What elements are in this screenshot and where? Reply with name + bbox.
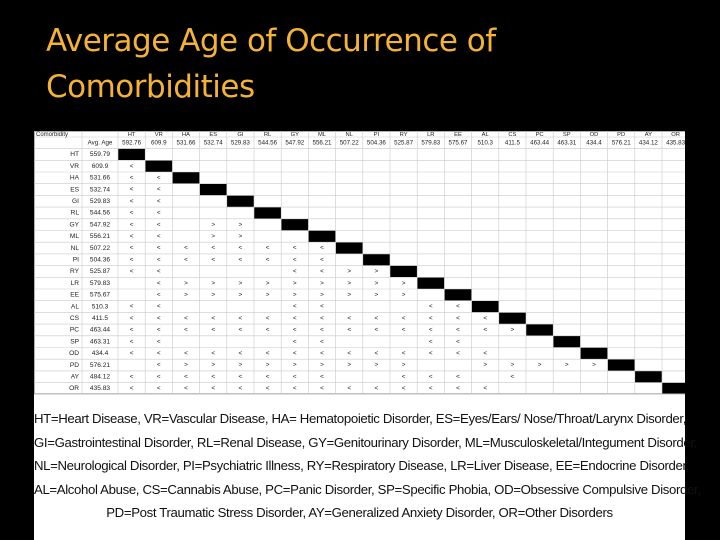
comparison-mark: < — [320, 244, 324, 252]
column-avg-age: 529.83 — [230, 139, 250, 147]
column-avg-age: 609.9 — [151, 139, 167, 147]
diagonal-cell — [499, 312, 526, 324]
column-header: NL — [345, 132, 353, 139]
comparison-mark: < — [320, 385, 324, 393]
comparison-mark: < — [265, 244, 270, 252]
row-avg-age: 411.5 — [91, 315, 109, 322]
comparison-mark: < — [211, 244, 216, 252]
comparison-mark: > — [510, 361, 515, 369]
comparison-mark: < — [292, 326, 297, 334]
comparison-mark: < — [483, 314, 488, 322]
comparison-mark: < — [129, 350, 134, 358]
diagonal-cell — [200, 184, 227, 196]
row-avg-age: 529.83 — [89, 198, 111, 205]
column-avg-age: 463.31 — [557, 139, 577, 147]
row-avg-age: 434.4 — [91, 350, 109, 358]
comparison-mark: > — [537, 361, 542, 369]
comparison-mark: < — [211, 256, 216, 264]
comparison-mark: < — [238, 244, 243, 252]
column-header: LR — [427, 132, 435, 139]
comparison-mark: < — [320, 373, 324, 381]
comparison-mark: < — [156, 221, 161, 229]
comparison-mark: > — [211, 233, 216, 241]
column-avg-age: 504.36 — [366, 139, 386, 147]
comparison-mark: < — [347, 350, 352, 358]
diagonal-cell — [308, 231, 335, 243]
column-header: ML — [317, 132, 327, 139]
column-avg-age: 434.4 — [586, 139, 602, 147]
comparison-mark: < — [211, 314, 216, 322]
row-avg-age: 609.9 — [91, 162, 109, 170]
row-label: EE — [70, 291, 79, 299]
diagonal-cell — [417, 277, 444, 289]
comparison-mark: < — [347, 385, 352, 393]
row-avg-age: 532.74 — [89, 186, 111, 194]
comparison-mark: < — [374, 326, 379, 334]
comparison-mark: > — [265, 291, 270, 299]
comparison-mark: > — [292, 361, 297, 369]
comparison-mark: < — [184, 244, 188, 252]
comparison-mark: > — [238, 279, 243, 287]
comparison-mark: < — [401, 326, 406, 334]
comparison-mark: < — [238, 350, 243, 358]
comparison-mark: < — [320, 256, 324, 264]
column-avg-age: 463.44 — [530, 139, 550, 147]
row-label: PC — [69, 326, 79, 334]
row-avg-age: 579.83 — [89, 279, 111, 287]
comparison-mark: < — [401, 385, 406, 393]
column-header: RY — [399, 132, 408, 139]
comparison-mark: < — [374, 314, 379, 322]
comparison-mark: < — [129, 268, 134, 276]
comparison-mark: < — [428, 350, 433, 358]
comparison-mark: > — [401, 291, 406, 299]
comparison-mark: < — [156, 268, 161, 276]
comparison-mark: < — [184, 256, 188, 264]
comparison-mark: > — [347, 279, 352, 287]
diagonal-cell — [553, 336, 580, 348]
comparison-mark: > — [211, 221, 216, 229]
comparison-mark: > — [401, 279, 406, 287]
column-header: HT — [127, 132, 136, 139]
column-header: AL — [481, 132, 489, 139]
comparison-mark: < — [129, 209, 134, 217]
comparison-mark: < — [184, 314, 188, 322]
comparison-mark: < — [483, 326, 488, 334]
comparison-mark: < — [428, 326, 433, 334]
column-header: OD — [589, 132, 599, 139]
comparison-mark: < — [129, 174, 134, 182]
comparison-mark: < — [156, 314, 161, 322]
comparison-mark: > — [320, 291, 324, 299]
comparison-mark: > — [292, 279, 297, 287]
comparison-mark: < — [401, 350, 406, 358]
comparison-mark: < — [347, 326, 352, 334]
comparison-mark: < — [129, 373, 134, 381]
comparison-mark: < — [428, 385, 433, 393]
column-header: PC — [535, 132, 544, 139]
column-header: SP — [562, 132, 571, 139]
column-avg-age: 579.83 — [421, 139, 441, 147]
comparison-mark: > — [510, 326, 515, 334]
comparison-mark: < — [129, 244, 134, 252]
column-avg-age: 525.87 — [394, 139, 414, 147]
column-header: PD — [617, 132, 626, 139]
comparison-mark: > — [374, 279, 379, 287]
column-avg-age: 575.67 — [448, 139, 468, 147]
comparison-mark: < — [292, 256, 297, 264]
comparison-mark: < — [184, 373, 188, 381]
column-avg-age: 411.5 — [504, 139, 520, 147]
comparison-mark: < — [129, 256, 134, 264]
column-avg-age: 510.3 — [477, 139, 493, 147]
comparison-mark: < — [156, 233, 161, 241]
slide-title — [46, 18, 686, 110]
comorbidity-age-matrix — [34, 131, 685, 397]
row-label: OR — [69, 385, 79, 393]
comparison-mark: < — [156, 279, 161, 287]
row-label: SP — [70, 338, 79, 346]
comparison-mark: < — [374, 385, 379, 393]
comparison-mark: < — [156, 209, 161, 217]
diagonal-cell — [254, 207, 281, 219]
row-label: HA — [69, 174, 79, 182]
comparison-mark: < — [156, 338, 161, 346]
comparison-mark: > — [238, 291, 243, 299]
row-label: AY — [70, 373, 79, 381]
comparison-mark: < — [129, 233, 134, 241]
comparison-mark: < — [156, 186, 161, 194]
diagonal-cell — [472, 301, 499, 313]
comparison-mark: < — [292, 244, 297, 252]
column-header: ES — [209, 132, 218, 139]
comparison-mark: < — [129, 326, 134, 334]
row-avg-age: 463.44 — [89, 326, 111, 334]
comparison-mark: < — [265, 385, 270, 393]
row-label: ES — [70, 186, 79, 194]
legend-line-1: HT=Heart Disease, VR=Vascular Disease, HA= Hematopoietic Disorder, ES=Eyes/Ears/ Nose/Throat/Larynx Disorder, — [34, 411, 687, 426]
row-label: AL — [70, 303, 79, 311]
comparison-mark: < — [238, 373, 243, 381]
row-label: PI — [72, 256, 79, 264]
comparison-mark: < — [129, 197, 134, 205]
comparison-mark: > — [320, 279, 324, 287]
comparison-mark: < — [265, 373, 270, 381]
column-header: AY — [644, 132, 653, 139]
comparison-mark: < — [510, 373, 515, 381]
column-avg-age: 592.76 — [122, 139, 142, 147]
row-label: GI — [72, 198, 79, 205]
comparison-mark: < — [156, 256, 161, 264]
row-label: RY — [69, 268, 79, 276]
comparison-mark: > — [347, 361, 352, 369]
comparison-mark: < — [156, 174, 161, 182]
comparison-mark: < — [320, 314, 324, 322]
row-label: VR — [69, 162, 79, 170]
comparison-mark: < — [320, 338, 324, 346]
column-avg-age: 434.12 — [638, 139, 658, 147]
comparison-mark: < — [156, 197, 161, 205]
column-header: PI — [373, 132, 380, 139]
diagonal-cell — [608, 359, 635, 371]
comparison-mark: < — [184, 350, 188, 358]
row-label: CS — [69, 315, 79, 322]
diagonal-cell — [172, 172, 199, 184]
comparison-mark: < — [292, 314, 297, 322]
slide-title-line-2: Comorbidities — [46, 69, 255, 105]
comparison-mark: < — [238, 314, 243, 322]
comparison-mark: < — [129, 314, 134, 322]
comparison-mark: < — [156, 385, 161, 393]
comparison-mark: < — [211, 385, 216, 393]
comparison-mark: < — [456, 326, 460, 334]
comparison-mark: < — [401, 373, 406, 381]
comparison-mark: < — [211, 350, 216, 358]
comparison-mark: < — [129, 303, 134, 311]
diagonal-cell — [145, 160, 172, 172]
column-header: CS — [508, 132, 517, 139]
column-avg-age: 544.56 — [258, 139, 278, 147]
comparison-mark: > — [292, 291, 297, 299]
comparison-mark: < — [374, 350, 379, 358]
comparison-mark: < — [401, 314, 406, 322]
comparison-mark: < — [184, 385, 188, 393]
column-header: OR — [671, 132, 680, 139]
comparison-mark: > — [347, 291, 352, 299]
avg-age-header: Avg. Age — [87, 139, 113, 147]
comparison-mark: < — [265, 256, 270, 264]
diagonal-cell — [635, 371, 662, 383]
comparison-mark: < — [292, 303, 297, 311]
column-avg-age: 435.83 — [666, 139, 685, 147]
comparison-mark: < — [483, 350, 488, 358]
row-avg-age: 556.21 — [89, 233, 111, 241]
diagonal-cell — [444, 289, 471, 301]
comparison-mark: < — [129, 338, 134, 346]
comparison-mark: < — [456, 303, 460, 311]
comparison-mark: < — [156, 361, 161, 369]
comparison-mark: > — [320, 361, 324, 369]
column-header: RL — [263, 132, 272, 139]
row-label: GY — [69, 221, 79, 229]
comparison-mark: < — [156, 326, 161, 334]
row-avg-age: 576.21 — [89, 361, 111, 369]
column-header: EE — [454, 132, 462, 139]
comparison-mark: < — [129, 385, 134, 393]
comparison-mark: < — [129, 186, 134, 194]
comparison-mark: < — [129, 221, 134, 229]
comparison-mark: > — [211, 291, 216, 299]
comparison-mark: < — [428, 338, 433, 346]
legend-line-3: NL=Neurological Disorder, PI=Psychiatric Illness, RY=Respiratory Disease, LR=Liver Disease, EE=Endocrine Disorder, — [34, 458, 690, 474]
diagonal-cell — [390, 266, 417, 278]
row-avg-age: 525.87 — [89, 268, 111, 276]
row-label: LR — [70, 279, 79, 287]
row-label: HT — [70, 151, 79, 159]
column-avg-age: 547.92 — [285, 139, 305, 147]
comparison-mark: < — [129, 162, 134, 170]
comparison-mark: < — [428, 373, 433, 381]
comparison-mark: < — [292, 338, 297, 346]
comparison-mark: > — [592, 361, 596, 369]
comparison-mark: < — [184, 326, 188, 334]
row-avg-age: 507.22 — [89, 244, 111, 252]
row-avg-age: 531.66 — [89, 174, 111, 182]
diagonal-cell — [281, 219, 308, 231]
diagonal-cell — [227, 195, 254, 207]
corner-label: Comorbidity — [36, 132, 69, 139]
comparison-mark: < — [156, 373, 161, 381]
column-header: GY — [290, 132, 299, 139]
comparison-mark: < — [238, 256, 243, 264]
comparison-mark: > — [347, 268, 352, 276]
row-avg-age: 575.67 — [89, 291, 111, 299]
comparison-mark: < — [320, 303, 324, 311]
comparison-mark: > — [211, 361, 216, 369]
column-avg-age: 576.21 — [611, 139, 631, 147]
row-label: NL — [70, 244, 79, 252]
comparison-mark: > — [374, 291, 379, 299]
comparison-mark: < — [483, 385, 488, 393]
diagonal-cell — [662, 383, 685, 395]
column-avg-age: 507.22 — [339, 139, 359, 147]
comparison-mark: < — [428, 303, 433, 311]
comparison-mark: < — [428, 314, 433, 322]
row-avg-age: 484.12 — [89, 373, 111, 381]
comparison-mark: < — [211, 373, 216, 381]
comparison-mark: < — [320, 268, 324, 276]
slide-title-line-1: Average Age of Occurrence of — [46, 23, 496, 59]
comparison-mark: > — [483, 361, 488, 369]
legend-line-2: GI=Gastrointestinal Disorder, RL=Renal Disease, GY=Genitourinary Disorder, ML=Musculoskeletal/Integument Disorder, — [34, 434, 698, 450]
comparison-mark: < — [292, 268, 297, 276]
comparison-mark: < — [320, 326, 324, 334]
comparison-mark: < — [265, 314, 270, 322]
column-header: HA — [181, 132, 191, 139]
comparison-mark: < — [456, 373, 460, 381]
comparison-mark: < — [211, 326, 216, 334]
comparison-mark: > — [238, 361, 243, 369]
diagonal-cell — [118, 149, 145, 161]
comparison-mark: < — [156, 291, 161, 299]
comparison-mark: < — [265, 350, 270, 358]
comparison-mark: < — [456, 350, 460, 358]
comparison-mark: < — [156, 350, 161, 358]
row-label: ML — [69, 233, 79, 241]
comparison-mark: > — [238, 221, 243, 229]
diagonal-cell — [363, 254, 390, 266]
diagonal-cell — [336, 242, 363, 254]
comparison-mark: < — [156, 244, 161, 252]
column-avg-age: 531.66 — [176, 139, 196, 147]
row-avg-age: 510.3 — [91, 303, 109, 311]
comparison-mark: < — [292, 385, 297, 393]
column-header: GI — [237, 132, 244, 139]
comparison-mark: < — [156, 303, 161, 311]
row-avg-age: 463.31 — [89, 338, 111, 346]
comparison-mark: < — [320, 350, 324, 358]
comparison-mark: > — [265, 279, 270, 287]
row-avg-age: 435.83 — [89, 385, 111, 393]
row-avg-age: 547.92 — [89, 221, 111, 229]
abbreviation-legend — [34, 397, 701, 540]
row-avg-age: 544.56 — [89, 209, 111, 217]
comparison-mark: < — [456, 314, 460, 322]
row-avg-age: 559.79 — [89, 151, 111, 159]
comparison-mark: > — [184, 279, 188, 287]
comparison-mark: > — [265, 361, 270, 369]
diagonal-cell — [580, 348, 607, 360]
comparison-mark: > — [184, 361, 188, 369]
comparison-mark: < — [238, 326, 243, 334]
legend-line-5: PD=Post Traumatic Stress Disorder, AY=Generalized Anxiety Disorder, OR=Other Disorders — [106, 505, 613, 521]
column-avg-age: 532.74 — [203, 139, 223, 147]
diagonal-cell — [526, 324, 553, 336]
comparison-mark: > — [564, 361, 569, 369]
comparison-mark: > — [211, 279, 216, 287]
comparison-mark: > — [238, 233, 243, 241]
comparison-mark: < — [347, 314, 352, 322]
comparison-mark: > — [374, 268, 379, 276]
column-avg-age: 556.21 — [312, 139, 332, 147]
comparison-mark: < — [265, 326, 270, 334]
row-label: OD — [69, 350, 79, 358]
row-label: PD — [69, 361, 79, 369]
comparison-mark: < — [238, 385, 243, 393]
comparison-mark: < — [292, 350, 297, 358]
legend-lines — [34, 407, 701, 525]
matrix-table — [34, 131, 685, 397]
row-label: RL — [70, 209, 79, 217]
comparison-mark: < — [292, 373, 297, 381]
comparison-mark: > — [184, 291, 188, 299]
comparison-mark: < — [456, 338, 460, 346]
legend-line-4: AL=Alcohol Abuse, CS=Cannabis Abuse, PC=Panic Disorder, SP=Specific Phobia, OD=Obsessive Compulsive Disorder, — [34, 481, 701, 497]
comparison-mark: < — [456, 385, 460, 393]
comparison-mark: > — [401, 361, 406, 369]
column-header: VR — [154, 132, 163, 139]
row-avg-age: 504.36 — [89, 256, 111, 264]
comparison-mark: > — [374, 361, 379, 369]
